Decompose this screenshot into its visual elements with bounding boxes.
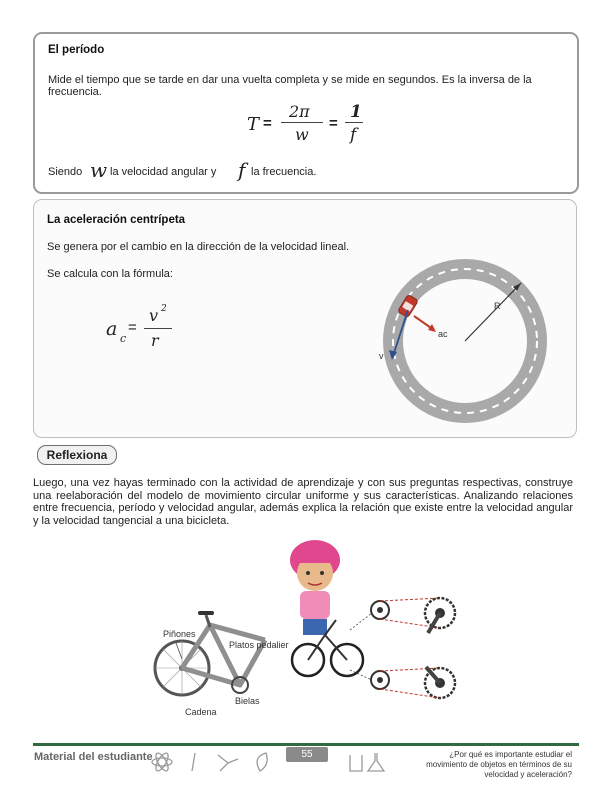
atom-icon [152,751,172,772]
flask-icon [368,753,384,771]
road-bike-icon [155,611,265,695]
reflexiona-badge: Reflexiona [37,445,117,465]
radius-line [465,283,521,341]
footer-question: ¿Por qué es importante estudiar el movimiento de objetos en términos de su velocidad y aceleración? [426,750,572,779]
period-formula [247,102,387,154]
label-ac: ac [438,329,448,339]
formula-den-f: f [350,125,357,145]
period-description: Mide el tiempo que se tarde en dar una vuelta completa y se mide en segundos. Es la inversa de la frecuencia. [48,74,532,98]
formula-num-2pi: 2π [289,102,310,121]
legend-sym-w: w [90,158,108,182]
formula-eq: = [128,319,137,336]
legend-siendo: Siendo [48,166,83,178]
leaf-icon [257,753,267,771]
formula-den-w: w [295,125,309,144]
fraction-bar [144,328,172,329]
beaker-icon [350,755,362,771]
formula-num-1: 1 [350,102,362,122]
label-r: R [494,301,501,311]
formula-T: T [247,114,260,135]
footer-science-icons [150,747,410,777]
formula-v: v [149,306,159,325]
label-pinones: Piñones [163,629,196,639]
footer-rule [33,743,579,746]
fraction-bar-2 [345,122,363,123]
bicycle-illustration [140,535,480,715]
chain-drive-diagram-top [371,598,455,633]
accel-line2: Se calcula con la fórmula: [47,268,173,280]
period-legend [48,158,568,184]
label-platos-pedalier: Platos pedalier [229,640,289,650]
formula-a: a [106,318,118,340]
footer-label: Material del estudiante [34,751,153,763]
circular-road-diagram [364,248,574,438]
formula-sub-c: c [120,332,127,345]
legend-frecuencia: la frecuencia. [251,166,317,178]
arrow-ac-head [428,324,436,332]
test-tube-icon [192,753,195,771]
legend-angular: la velocidad angular y [110,166,217,178]
label-cadena: Cadena [185,707,217,715]
formula-r: r [151,331,159,350]
formula-eq2: = [329,115,338,132]
chain-drive-diagram-bottom [371,667,455,698]
accel-line1: Se genera por el cambio en la dirección de la velocidad lineal. [47,241,350,253]
period-title: El período [48,44,105,56]
fraction-bar [281,122,323,123]
reflexiona-text: Luego, una vez hayas terminado con la actividad de aprendizaje y con sus preguntas respectivas, construye una reelaboración del modelo de movimiento circular uniforme y sus características. Analizando relaciones entre frecuencia, período y velocidad angular, además explica la relación que existe entre la velocidad angular y la velocidad tangencial a una bicicleta. [33,477,573,527]
molecule-icon [218,755,238,771]
formula-exp-2: 2 [161,304,167,314]
legend-sym-f: f [238,158,246,182]
page-number: 55 [286,747,328,762]
child-cyclist-icon [290,540,363,676]
formula-eq1: = [263,115,272,132]
accel-title: La aceleración centrípeta [47,214,186,226]
accel-formula [106,304,186,356]
period-panel [33,32,579,194]
acceleration-panel [33,199,577,438]
label-bielas: Bielas [235,696,260,706]
label-v: v [379,351,384,361]
